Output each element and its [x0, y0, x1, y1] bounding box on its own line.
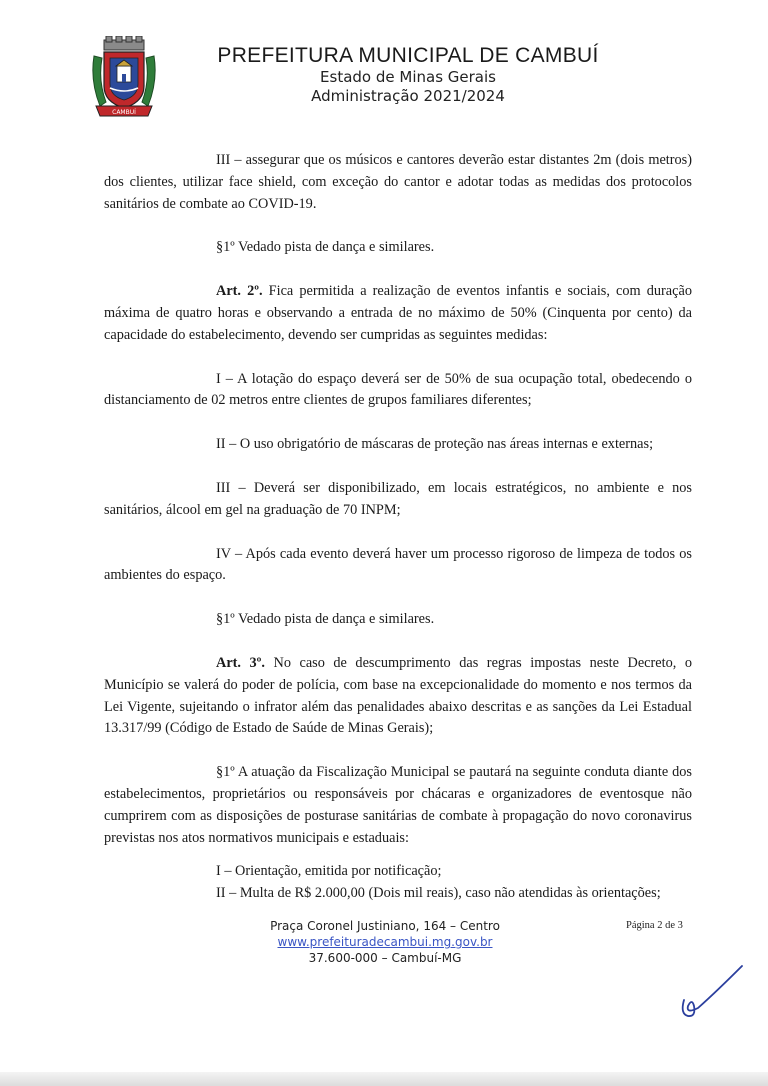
paragraph-sec1: §1º Vedado pista de dança e similares.: [216, 239, 435, 256]
municipality-title: PREFEITURA MUNICIPAL DE CAMBUÍ: [217, 44, 599, 67]
footer-address: Praça Coronel Justiniano, 164 – Centro: [270, 919, 500, 933]
art2-text: Fica permitida a realização de eventos infantis e sociais, com duração máxima de quatro horas e observando a entrada de no máximo de 50% (Cinquenta por cento) da capacidade do estabelecimento, devendo ser cumpridas as seguintes medidas:: [104, 283, 692, 343]
letterhead-text: [168, 44, 648, 106]
paragraph-art2-item-iii: III – Deverá ser disponibilizado, em locais estratégicos, no ambiente e nos sanitários, álcool em gel na graduação de 70 INPM;: [104, 479, 692, 518]
art2-label: Art. 2º.: [216, 283, 263, 300]
paragraph-art2-sec1: §1º Vedado pista de dança e similares.: [216, 611, 435, 628]
page-number: Página 2 de 3: [626, 920, 683, 931]
state-name: Estado de Minas Gerais: [320, 68, 496, 86]
document-body: [104, 150, 692, 905]
scan-bottom-edge: [0, 1072, 768, 1086]
letterhead: [0, 30, 768, 120]
page-footer: [230, 918, 540, 966]
paragraph-art2-item-ii: II – O uso obrigatório de máscaras de proteção nas áreas internas e externas;: [216, 436, 654, 453]
paragraph-art3: [104, 653, 692, 740]
footer-website-link[interactable]: www.prefeituradecambui.mg.gov.br: [277, 935, 493, 949]
paragraph-art2-item-i: I – A lotação do espaço deverá ser de 50% de sua ocupação total, obedecendo o distanciamento de 02 metros entre clientes de grupos familiares diferentes;: [104, 370, 692, 409]
art3-text: No caso de descumprimento das regras impostas neste Decreto, o Município se valerá do poder de polícia, com base na excepcionalidade do momento e nos termos da Lei Vigente, sujeitando o infrator além das penalidades abaixo descritas e as sanções da Lei Estadual 13.317/99 (Código de Estado de Saúde de Minas Gerais);: [104, 654, 692, 737]
paragraph-art2: [104, 281, 692, 346]
coat-of-arms-icon: [90, 36, 158, 120]
paragraph-art3-sec1: §1º A atuação da Fiscalização Municipal se pautará na seguinte conduta diante dos estabelecimentos, proprietários ou responsáveis por chácaras e organizadores de eventosque não cumprirem com as disposições de posturase sanitárias de combate à propagação do novo coronavirus previstas nos atos normativos municipais e estaduais:: [104, 764, 692, 846]
paragraph-art3-item-i: I – Orientação, emitida por notificação;: [216, 863, 442, 880]
administration-period: Administração 2021/2024: [311, 87, 505, 105]
footer-zip-city: 37.600-000 – Cambuí-MG: [308, 951, 462, 965]
paragraph-item-iii: III – assegurar que os músicos e cantores deverão estar distantes 2m (dois metros) dos clientes, utilizar face shield, com exceção do cantor e adotar todas as medidas dos protocolos sanitários de combate ao COVID-19.: [104, 152, 692, 212]
signature-check-icon: [676, 962, 746, 1026]
paragraph-art2-item-iv: IV – Após cada evento deverá haver um processo rigoroso de limpeza de todos os ambientes do espaço.: [104, 545, 692, 584]
art3-label: Art. 3º.: [216, 654, 265, 671]
paragraph-art3-item-ii: II – Multa de R$ 2.000,00 (Dois mil reais), caso não atendidas às orientações;: [216, 885, 661, 902]
crest-ribbon-text: CAMBUÍ: [112, 109, 136, 116]
